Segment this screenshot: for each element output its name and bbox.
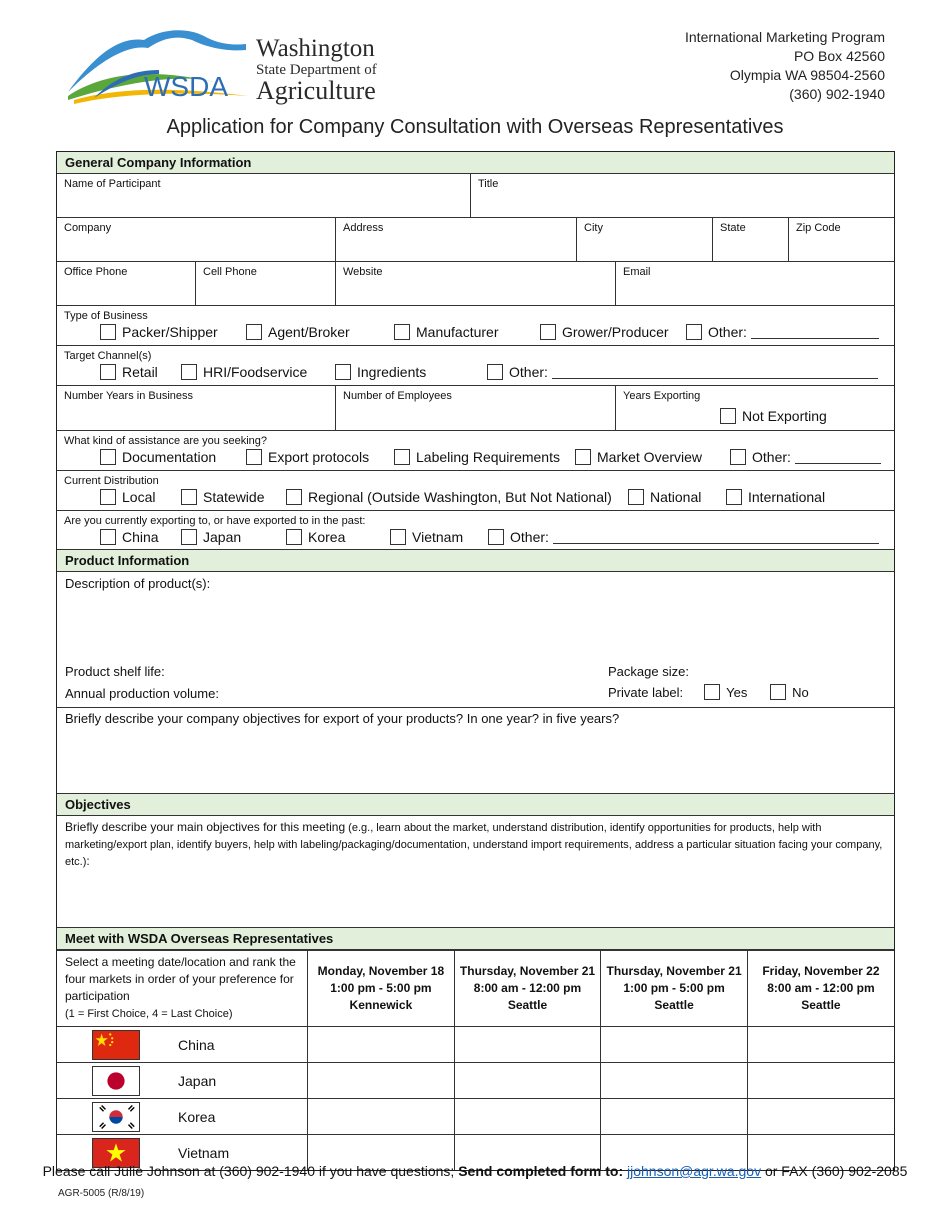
address-line: PO Box 42560 — [793, 48, 885, 64]
rank-cell[interactable] — [308, 1099, 455, 1135]
section-objectives: Objectives — [57, 794, 894, 816]
date-column-header — [454, 951, 601, 1027]
date-day: Friday, November 22 — [762, 964, 880, 978]
checkbox-packer-shipper[interactable] — [100, 324, 246, 340]
date-day: Thursday, November 21 — [606, 964, 742, 978]
row-contact — [57, 262, 894, 306]
row-company — [57, 218, 894, 262]
state-field[interactable] — [713, 218, 789, 261]
checkbox-box[interactable] — [488, 529, 504, 545]
field-label: Company — [64, 222, 112, 234]
checkbox-box[interactable] — [394, 449, 410, 465]
checkbox-box[interactable] — [730, 449, 746, 465]
other-line[interactable] — [795, 450, 881, 464]
checkbox-box[interactable] — [100, 529, 116, 545]
option-label: National — [650, 489, 702, 505]
table-row-korea — [57, 1099, 894, 1135]
checkbox-box[interactable] — [100, 449, 116, 465]
option-label: Ingredients — [357, 364, 427, 380]
application-form — [56, 151, 895, 1171]
checkbox-box[interactable] — [394, 324, 410, 340]
date-place: Kennewick — [349, 998, 413, 1012]
country-name: Korea — [178, 1108, 216, 1125]
field-label: Name of Participant — [64, 178, 161, 190]
product-info-block[interactable] — [57, 572, 894, 708]
other-line[interactable] — [552, 365, 878, 379]
objectives-detail: (e.g., learn about the market, understand distribution, identify opportunities for products, help with marketing/export plan, identify buyers, help with labeling/packaging/documentation, understand import requirements, address a particular situation facing your company, etc.) — [65, 822, 883, 868]
other-line[interactable] — [553, 530, 879, 544]
checkbox-box[interactable] — [487, 364, 503, 380]
checkbox-national[interactable] — [628, 489, 726, 505]
form-number: AGR-5005 (R/8/19) — [58, 1188, 145, 1199]
checkbox-box[interactable] — [181, 364, 197, 380]
options-row — [100, 324, 887, 340]
checkbox-box[interactable] — [100, 489, 116, 505]
option-label: China — [122, 529, 159, 545]
row-years — [57, 386, 894, 431]
date-column-header — [747, 951, 894, 1027]
options-row — [100, 489, 887, 505]
checkbox-local[interactable] — [100, 489, 181, 505]
field-label: Number of Employees — [343, 390, 452, 402]
export-objectives-label: Briefly describe your company objectives for export of your products? In one year? in five years? — [65, 711, 620, 726]
japan-flag-icon — [92, 1066, 140, 1096]
private-label-label: Private label: — [608, 684, 684, 700]
address-field[interactable] — [336, 218, 577, 261]
footer-pre: Please call Julie Johnson at (360) 902-1940 if you have questions; — [42, 1163, 459, 1179]
section-meet: Meet with WSDA Overseas Representatives — [57, 928, 894, 950]
checkbox-korea[interactable] — [286, 529, 390, 545]
rank-cell[interactable] — [601, 1099, 748, 1135]
options-row — [100, 529, 887, 545]
annual-volume-label: Annual production volume: — [65, 686, 219, 701]
field-label: What kind of assistance are you seeking? — [64, 435, 268, 447]
checkbox-box[interactable] — [726, 489, 742, 505]
checkbox-box[interactable] — [704, 684, 720, 700]
checkbox-box[interactable] — [246, 449, 262, 465]
country-name: China — [178, 1036, 215, 1053]
checkbox-box[interactable] — [100, 364, 116, 380]
num-employees-field[interactable] — [336, 386, 616, 430]
address-line: International Marketing Program — [685, 29, 885, 45]
checkbox-export-protocols[interactable] — [246, 449, 394, 465]
option-label: Market Overview — [597, 449, 703, 465]
date-day: Thursday, November 21 — [459, 964, 596, 978]
section-general: General Company Information — [57, 152, 894, 174]
field-label: Office Phone — [64, 266, 128, 278]
option-label: Export protocols — [268, 449, 370, 465]
instructions-note: (1 = First Choice, 4 = Last Choice) — [65, 1008, 233, 1020]
meeting-schedule-table — [57, 950, 894, 1170]
logo-text: WSDA — [144, 71, 228, 102]
years-exporting-field[interactable] — [616, 386, 894, 430]
checkbox-grower-producer[interactable] — [540, 324, 686, 340]
rank-cell[interactable] — [454, 1063, 601, 1099]
checkbox-other-assistance[interactable] — [730, 449, 881, 465]
address-line: Olympia WA 98504-2560 — [729, 67, 885, 83]
checkbox-international[interactable] — [726, 489, 825, 505]
email-field[interactable] — [616, 262, 894, 305]
cell-phone-field[interactable] — [196, 262, 336, 305]
checkbox-not-exporting[interactable] — [720, 408, 827, 424]
checkbox-box[interactable] — [335, 364, 351, 380]
option-label: Other: — [510, 529, 549, 545]
table-row-japan — [57, 1063, 894, 1099]
name-of-participant-field[interactable] — [57, 174, 471, 217]
date-time: 1:00 pm - 5:00 pm — [330, 981, 432, 995]
country-cell — [57, 1063, 308, 1099]
field-label: Title — [478, 178, 499, 190]
option-label: No — [792, 684, 809, 700]
row-participant — [57, 174, 894, 218]
checkbox-box[interactable] — [540, 324, 556, 340]
checkbox-other-channel[interactable] — [487, 364, 878, 380]
date-place: Seattle — [507, 998, 548, 1012]
rank-cell[interactable] — [747, 1027, 894, 1063]
rank-cell[interactable] — [601, 1063, 748, 1099]
meeting-objectives-field[interactable] — [57, 816, 894, 928]
date-time: 8:00 am - 12:00 pm — [473, 981, 582, 995]
org-line3: Agriculture — [256, 76, 376, 105]
option-label: Packer/Shipper — [122, 324, 218, 340]
options-row — [100, 449, 887, 465]
date-time: 1:00 pm - 5:00 pm — [623, 981, 725, 995]
date-column-header — [308, 951, 455, 1027]
other-line[interactable] — [751, 325, 879, 339]
checkbox-japan[interactable] — [181, 529, 286, 545]
program-address — [685, 28, 885, 104]
field-label: Years Exporting — [623, 390, 701, 402]
checkbox-other-export[interactable] — [488, 529, 879, 545]
option-label: Agent/Broker — [268, 324, 350, 340]
checkbox-china[interactable] — [100, 529, 181, 545]
rank-cell[interactable] — [747, 1063, 894, 1099]
checkbox-box[interactable] — [575, 449, 591, 465]
checkbox-box[interactable] — [246, 324, 262, 340]
rank-cell[interactable] — [454, 1027, 601, 1063]
city-field[interactable] — [577, 218, 713, 261]
option-label: Vietnam — [412, 529, 464, 545]
rank-cell[interactable] — [747, 1099, 894, 1135]
package-size-label: Package size: — [608, 664, 689, 679]
option-label: Other: — [752, 449, 791, 465]
checkbox-labeling[interactable] — [394, 449, 575, 465]
checkbox-documentation[interactable] — [100, 449, 246, 465]
date-place: Seattle — [801, 998, 841, 1012]
checkbox-retail[interactable] — [100, 364, 181, 380]
export-objectives-field[interactable] — [57, 708, 894, 794]
checkbox-box[interactable] — [720, 408, 736, 424]
title-field[interactable] — [471, 174, 894, 217]
rank-cell[interactable] — [454, 1099, 601, 1135]
option-label: Not Exporting — [742, 408, 827, 424]
checkbox-vietnam[interactable] — [390, 529, 488, 545]
field-label: City — [584, 222, 603, 234]
option-label: Local — [122, 489, 156, 505]
country-name: Japan — [178, 1072, 217, 1089]
product-description-label: Description of product(s): — [65, 576, 211, 591]
org-line2: State Department of — [256, 62, 377, 78]
field-label: Are you currently exporting to, or have exported to in the past: — [64, 515, 366, 527]
checkbox-market-overview[interactable] — [575, 449, 730, 465]
field-label: Number Years in Business — [64, 390, 194, 402]
checkbox-other-business[interactable] — [686, 324, 879, 340]
options-row — [100, 364, 887, 380]
country-name: Vietnam — [178, 1144, 230, 1161]
form-title: Application for Company Consultation with Overseas Representatives — [166, 116, 784, 138]
zip-field[interactable] — [789, 218, 894, 261]
checkbox-ingredients[interactable] — [335, 364, 487, 380]
option-label: Grower/Producer — [562, 324, 669, 340]
option-label: Retail — [122, 364, 158, 380]
field-label: Email — [623, 266, 651, 278]
checkbox-agent-broker[interactable] — [246, 324, 394, 340]
date-column-header — [601, 951, 748, 1027]
ranking-instructions — [57, 951, 308, 1027]
checkbox-box[interactable] — [286, 489, 302, 505]
company-field[interactable] — [57, 218, 336, 261]
field-label: Zip Code — [796, 222, 841, 234]
exporting-to — [57, 511, 894, 550]
current-distribution — [57, 471, 894, 511]
date-place: Seattle — [654, 998, 694, 1012]
footer-send-label: Send completed form to: — [458, 1163, 627, 1179]
date-time: 8:00 am - 12:00 pm — [767, 981, 875, 995]
footer-contact — [0, 1163, 950, 1179]
shelf-life-label: Product shelf life: — [65, 664, 165, 679]
field-label: Website — [343, 266, 383, 278]
checkbox-box[interactable] — [181, 489, 197, 505]
footer-post: or FAX (360) 902-2085 — [761, 1163, 908, 1179]
checkbox-box[interactable] — [390, 529, 406, 545]
field-label: Target Channel(s) — [64, 350, 152, 362]
target-channels — [57, 346, 894, 386]
type-of-business — [57, 306, 894, 346]
option-label: HRI/Foodservice — [203, 364, 308, 380]
korea-flag-icon — [92, 1102, 140, 1132]
checkbox-box[interactable] — [286, 529, 302, 545]
assistance-sought — [57, 431, 894, 471]
checkbox-statewide[interactable] — [181, 489, 286, 505]
option-label: Other: — [509, 364, 548, 380]
field-label: State — [720, 222, 746, 234]
checkbox-box[interactable] — [100, 324, 116, 340]
checkbox-private-no[interactable] — [770, 684, 809, 700]
address-line: (360) 902-1940 — [789, 86, 885, 102]
checkbox-box[interactable] — [686, 324, 702, 340]
country-cell — [57, 1099, 308, 1135]
checkbox-private-yes[interactable] — [704, 684, 770, 700]
option-label: Other: — [708, 324, 747, 340]
table-header-row — [57, 951, 894, 1027]
private-label-row — [608, 684, 809, 700]
field-label: Address — [343, 222, 384, 234]
contact-email-link[interactable]: jjohnson@agr.wa.gov — [627, 1163, 762, 1179]
checkbox-box[interactable] — [770, 684, 786, 700]
option-label: International — [748, 489, 826, 505]
rank-cell[interactable] — [308, 1027, 455, 1063]
option-label: Documentation — [122, 449, 217, 465]
rank-cell[interactable] — [601, 1027, 748, 1063]
rank-cell[interactable] — [308, 1063, 455, 1099]
section-product: Product Information — [57, 550, 894, 572]
checkbox-hri-foodservice[interactable] — [181, 364, 335, 380]
option-label: Regional (Outside Washington, But Not National) — [308, 489, 612, 505]
objectives-colon: : — [86, 854, 90, 868]
org-line1: Washington — [256, 35, 375, 62]
field-label: Type of Business — [64, 310, 148, 322]
checkbox-box[interactable] — [181, 529, 197, 545]
field-label: Current Distribution — [64, 475, 159, 487]
checkbox-box[interactable] — [628, 489, 644, 505]
option-label: Yes — [726, 684, 748, 700]
office-phone-field[interactable] — [57, 262, 196, 305]
option-label: Statewide — [203, 489, 265, 505]
website-field[interactable] — [336, 262, 616, 305]
org-name — [256, 36, 377, 104]
objectives-lead: Briefly describe your main objectives for this meeting — [65, 820, 346, 834]
years-in-business-field[interactable] — [57, 386, 336, 430]
option-label: Korea — [308, 529, 346, 545]
option-label: Labeling Requirements — [416, 449, 560, 465]
checkbox-manufacturer[interactable] — [394, 324, 540, 340]
checkbox-regional[interactable] — [286, 489, 628, 505]
table-row-china — [57, 1027, 894, 1063]
option-label: Manufacturer — [416, 324, 499, 340]
china-flag-icon — [92, 1030, 140, 1060]
country-cell — [57, 1027, 308, 1063]
wsda-mountain-icon — [64, 26, 254, 108]
field-label: Cell Phone — [203, 266, 257, 278]
date-day: Monday, November 18 — [317, 964, 445, 978]
option-label: Japan — [203, 529, 242, 545]
instructions-text: Select a meeting date/location and rank the four markets in order of your preference for participation — [65, 955, 296, 1003]
